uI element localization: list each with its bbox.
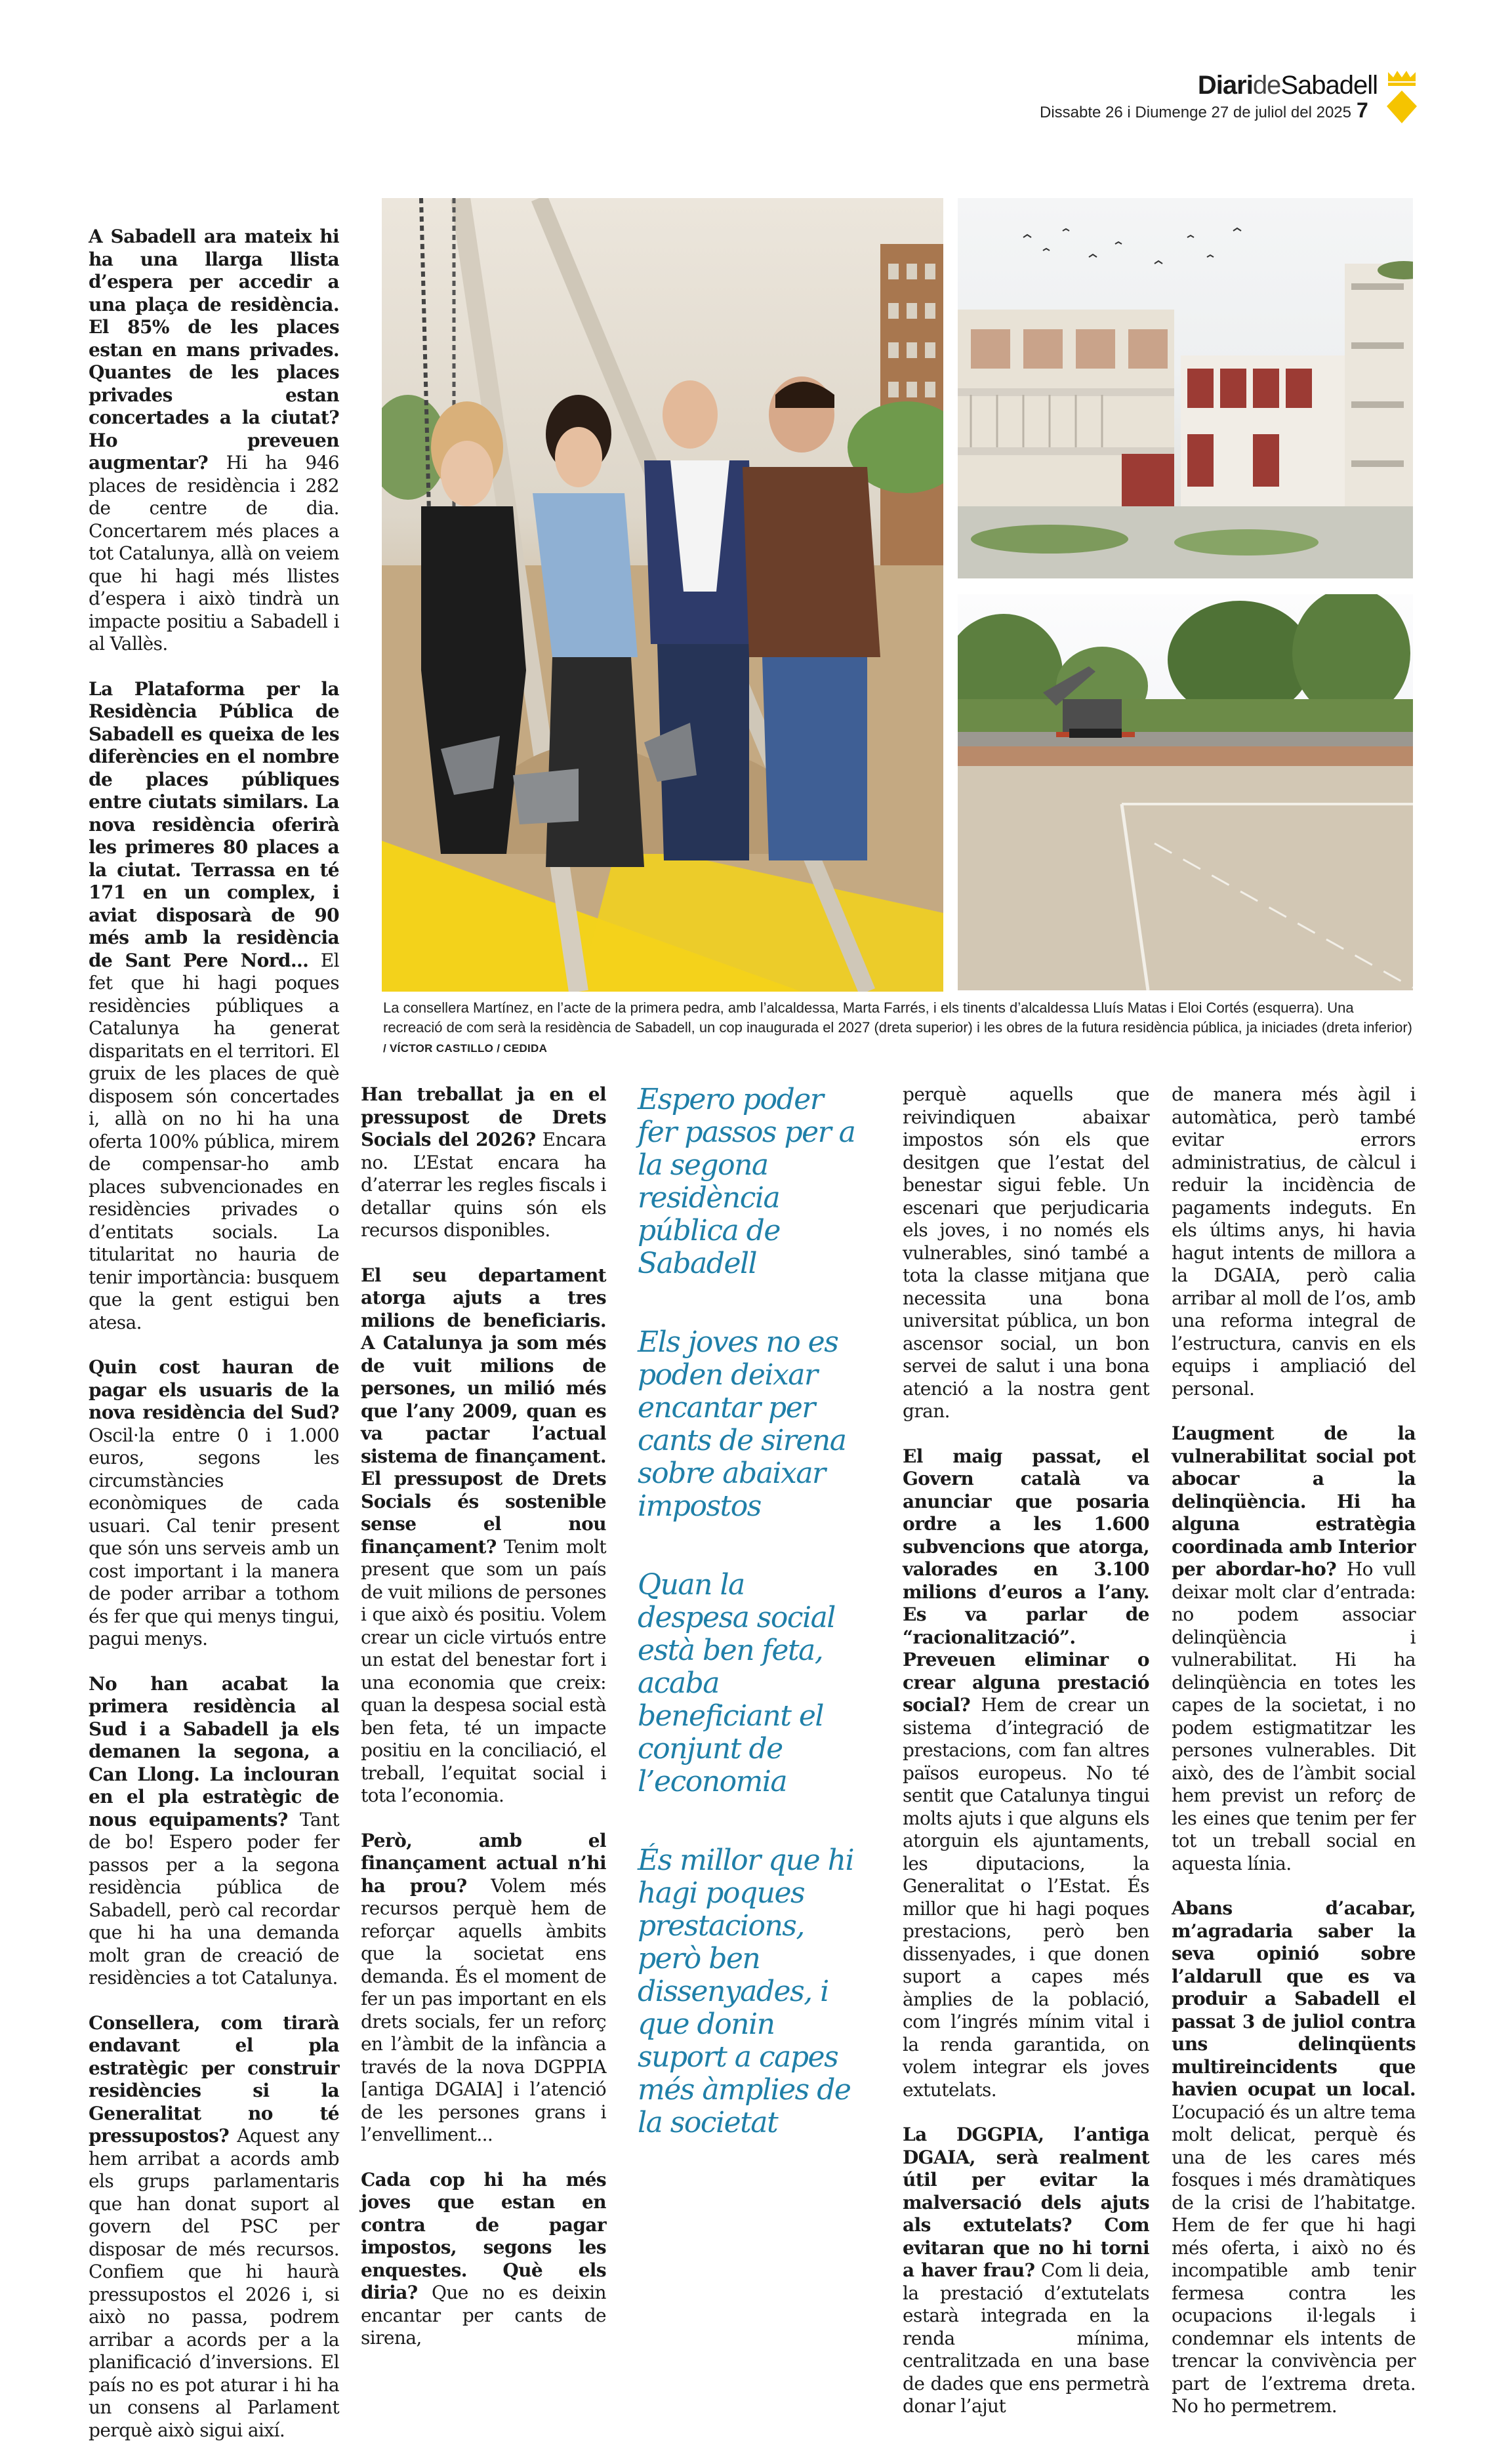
sabadell-crown-logo-icon <box>1384 70 1420 126</box>
article-column-1 <box>89 203 339 2464</box>
masthead-diari: Diari <box>1197 71 1253 100</box>
interview-answer: Tenim molt present que som un país de vuit milions de persones i que això és positiu. Volem crear un cicle virtuós entre un estat del benestar fort i una economia que creix: quan la despesa social està ben feta, té un impacte positiu en la conciliació, el treball, l’equitat social i tota l’economia. <box>361 1535 606 1806</box>
interview-question: A Sabadell ara mateix hi ha una llarga llista d’espera per accedir a una plaça de residència. El 85% de les places estan en mans privades. Quantes de les places privades estan concertades a la ciutat? Ho preveuen augmentar? <box>89 226 339 474</box>
article-paragraph <box>903 1083 1149 1423</box>
interview-answer: El fet que hi hagi poques residències públiques a Catalunya ha generat disparitats en el territori. El gruix de les places de què disposem són concertades i, allà on no hi ha una oferta 100% pública, mirem de compensar-ho amb places subvencionades en residències privades o d’entitats socials. La titularitat no hauria de tenir importància: busquem que la gent estigui ben atesa. <box>89 949 339 1333</box>
interview-answer: perquè aquells que reivindiquen abaixar impostos són els que desitgen que l’estat del benestar sigui feble. Un escenari que perjudicaria els joves, i no només els vulnerables, sinó també a tota la classe mitjana que necessita una bona universitat pública, un bon ascensor social, un bon servei de salut i una bona atenció a la nostra gent gran. <box>903 1083 1149 1422</box>
article-paragraph <box>361 1264 606 1808</box>
interview-question: Consellera, com tirarà endavant el pla estratègic per construir residències si la Generalitat no té pressupostos? <box>89 2011 339 2147</box>
interview-answer: Que no es deixin encantar per cants de sirena, <box>361 2282 606 2349</box>
interview-answer: L’ocupació és un altre tema molt delicat, perquè és una de les cares més fosques i més dramàtiques de la crisi de l’habitatge. Hem de fer que hi hagi més oferta, i això no és incompatible amb tenir fermesa contra les ocupacions il·legals i condemnar els intents de trencar la convivència per part de l’extrema dreta. No ho permetrem. <box>1172 2101 1416 2417</box>
interview-answer: Tant de bo! Espero poder fer passos per a la segona residència pública de Sabadell, però cal recordar que hi ha una demanda molt gran de creació de residències a tot Catalunya. <box>89 1808 339 1989</box>
photo-caption <box>383 998 1413 1059</box>
article-paragraph <box>903 1445 1149 2102</box>
article-paragraph <box>89 678 339 1335</box>
article-paragraph <box>89 2012 339 2442</box>
interview-answer: Volem més recursos perquè hem de reforçar aquells àmbits que la societat ens demanda. És el moment de fer un pas important en els drets socials, fer un reforç en l’àmbit de la infància a través de la nova DGPPIA [antiga DGAIA] i l’atenció de les persones grans i l’envelliment... <box>361 1874 606 2145</box>
article-paragraph <box>89 1356 339 1651</box>
photo-caption-text: La consellera Martínez, en l’acte de la primera pedra, amb l’alcaldessa, Marta Farrés, i els tinents d’alcaldessa Lluís Matas i Eloi Cortés (esquerra). Una recreació de com serà la residència de Sabadell, un cop inaugurada el 2027 (dreta superior) i les obres de la futura residència pública, ja iniciades (dreta inferior) <box>383 1000 1412 1036</box>
interview-question: Han treballat ja en el pressupost de Drets Socials del 2026? <box>361 1083 606 1150</box>
article-paragraph <box>1172 1897 1416 2418</box>
article-column-5 <box>1172 1083 1416 2440</box>
page-number: 7 <box>1357 98 1368 122</box>
pull-quotes <box>638 1083 861 2185</box>
article-paragraph <box>89 226 339 656</box>
pull-quote: Quan la despesa social està ben feta, acaba beneficiant el conjunt de l’economia <box>638 1568 835 1798</box>
interview-question: No han acabat la primera residència al Sud i a Sabadell ja els demanen la segona, a Can Llong. La inclouran en el pla estratègic de nous equipaments? <box>89 1672 339 1830</box>
article-paragraph <box>1172 1423 1416 1875</box>
interview-question: El maig passat, el Govern català va anunciar que posaria ordre a les 1.600 subvencions que atorga, valorades en 3.100 milions d’euros a l’any. Es va parlar de “racionalització”. Preveuen eliminar o crear alguna prestació social? <box>903 1445 1149 1716</box>
article-paragraph <box>903 2124 1149 2418</box>
interview-answer: Oscil·la entre 0 i 1.000 euros, segons les circumstàncies econòmiques de cada usuari. Cal tenir present que són uns serveis amb un cost important i la manera de poder arribar a tothom és fer que qui menys tingui, pagui menys. <box>89 1424 339 1649</box>
interview-question: Quin cost hauran de pagar els usuaris de la nova residència del Sud? <box>89 1356 339 1423</box>
masthead <box>1181 71 1378 104</box>
article-paragraph <box>361 2169 606 2350</box>
interview-question: Abans d’acabar, m’agradaria saber la seva opinió sobre l’aldarull que es va produir a Sabadell el passat 3 de juliol contra uns delinqüents multireincidents que havien ocupat un local. <box>1172 1897 1416 2100</box>
photo-credit: / VÍCTOR CASTILLO / CEDIDA <box>383 1042 548 1055</box>
interview-answer: de manera més àgil i automàtica, però també evitar errors administratius, de càlcul i reduir la incidència de pagaments indeguts. En els últims anys, hi havia hagut intents de millora a la DGAIA, però calia arribar al moll de l’os, amb una reforma integral de l’estructura, canvis en els equips i ampliació del personal. <box>1172 1083 1416 1400</box>
dateline: Dissabte 26 i Diumenge 27 de juliol del 2025 <box>1040 104 1351 121</box>
masthead-de: de <box>1252 71 1281 100</box>
interview-answer: Com li deia, la prestació d’extutelats estarà integrada en la renda mínima, centralitzada en una base de dades que ens permetrà donar l’ajut <box>903 2259 1149 2417</box>
masthead-sabadell: Sabadell <box>1280 71 1378 100</box>
interview-question: Cada cop hi ha més joves que estan en contra de pagar impostos, segons les enquestes. Què els diria? <box>361 2168 606 2303</box>
interview-answer: Ho vull deixar molt clar d’entrada: no podem associar delinqüència i vulnerabilitat. Hi ha delinqüència en totes les capes de la societat, i no podem estigmatitzar les persones vulnerables. Dit això, des de l’àmbit social hem previst un reforç de les eines que tenim per fer tot un treball social en aquesta línia. <box>1172 1558 1416 1874</box>
interview-question: El seu departament atorga ajuts a tres milions de beneficiaris. A Catalunya ja som més de vuit milions de persones, un milió més que l’any 2009, quan es va pactar l’actual sistema de finançament. El pressupost de Drets Socials és sostenible sense el nou finançament? <box>361 1264 606 1558</box>
interview-answer: Hem de crear un sistema d’integració de prestacions, com fan altres països europeus. No té sentit que Catalunya tingui molts ajuts i que alguns els atorguin els ajuntaments, les diputacions, la Generalitat o l’Estat. És millor que hi hagi poques prestacions, però ben dissenyades, i que donen suport a capes més àmplies de la població, com l’ingrés mínim vital i la renda garantida, on volem integrar els joves extutelats. <box>903 1694 1149 2101</box>
interview-answer: Encara no. L’Estat encara ha d’aterrar les regles fiscals i detallar quins són els recursos disponibles. <box>361 1129 606 1241</box>
article-paragraph <box>361 1830 606 2147</box>
interview-answer: Hi ha 946 places de residència i 282 de centre de dia. Concertarem més places a tot Catalunya, allà on veiem que hi hagi més llistes d’espera i això tindrà un impacte positiu a Sabadell i al Vallès. <box>89 452 339 655</box>
article-paragraph <box>89 1673 339 1990</box>
article-column-4 <box>903 1083 1149 2440</box>
interview-answer: Aquest any hem arribat a acords amb els grups parlamentaris que han donat suport al govern del PSC per disposar de més recursos. Confiem que hi haurà pressupostos el 2026 i, si això no passa, podrem arribar a acords per a la planificació d’inversions. El país no es pot aturar i hi ha un consens al Parlament perquè això sigui així. <box>89 2125 339 2441</box>
article-column-2 <box>361 1083 606 2372</box>
interview-question: La Plataforma per la Residència Pública de Sabadell es queixa de les diferències en el nombre de places públiques entre ciutats similars. La nova residència oferirà les primeres 80 places a la ciutat. Terrassa en té 171 en un complex, i aviat disposarà de 90 més amb la residència de Sant Pere Nord... <box>89 677 339 971</box>
pull-quote: És millor que hi hagi poques prestacions, però ben dissenyades, i que donin suport a capes més àmplies de la societat <box>638 1844 854 2139</box>
article-paragraph <box>1172 1083 1416 1400</box>
article-paragraph <box>361 1083 606 1242</box>
groundbreaking-photo <box>382 198 943 992</box>
construction-site-photo <box>958 594 1413 990</box>
interview-question: L’augment de la vulnerabilitat social pot abocar a la delinqüència. Hi ha alguna estratègia coordinada amb Interior per abordar-ho? <box>1172 1423 1416 1580</box>
interview-question: Però, amb el finançament actual n’hi ha prou? <box>361 1829 606 1897</box>
pull-quote: Els joves no es poden deixar encantar per cants de sirena sobre abaixar impostos <box>638 1325 846 1523</box>
residence-rendering-photo <box>958 198 1413 578</box>
interview-question: La DGGPIA, l’antiga DGAIA, serà realment útil per evitar la malversació dels ajuts als extutelats? Com evitaran que no hi torni a haver frau? <box>903 2124 1149 2281</box>
pull-quote: Espero poder fer passos per a la segona residència pública de Sabadell <box>638 1083 855 1280</box>
